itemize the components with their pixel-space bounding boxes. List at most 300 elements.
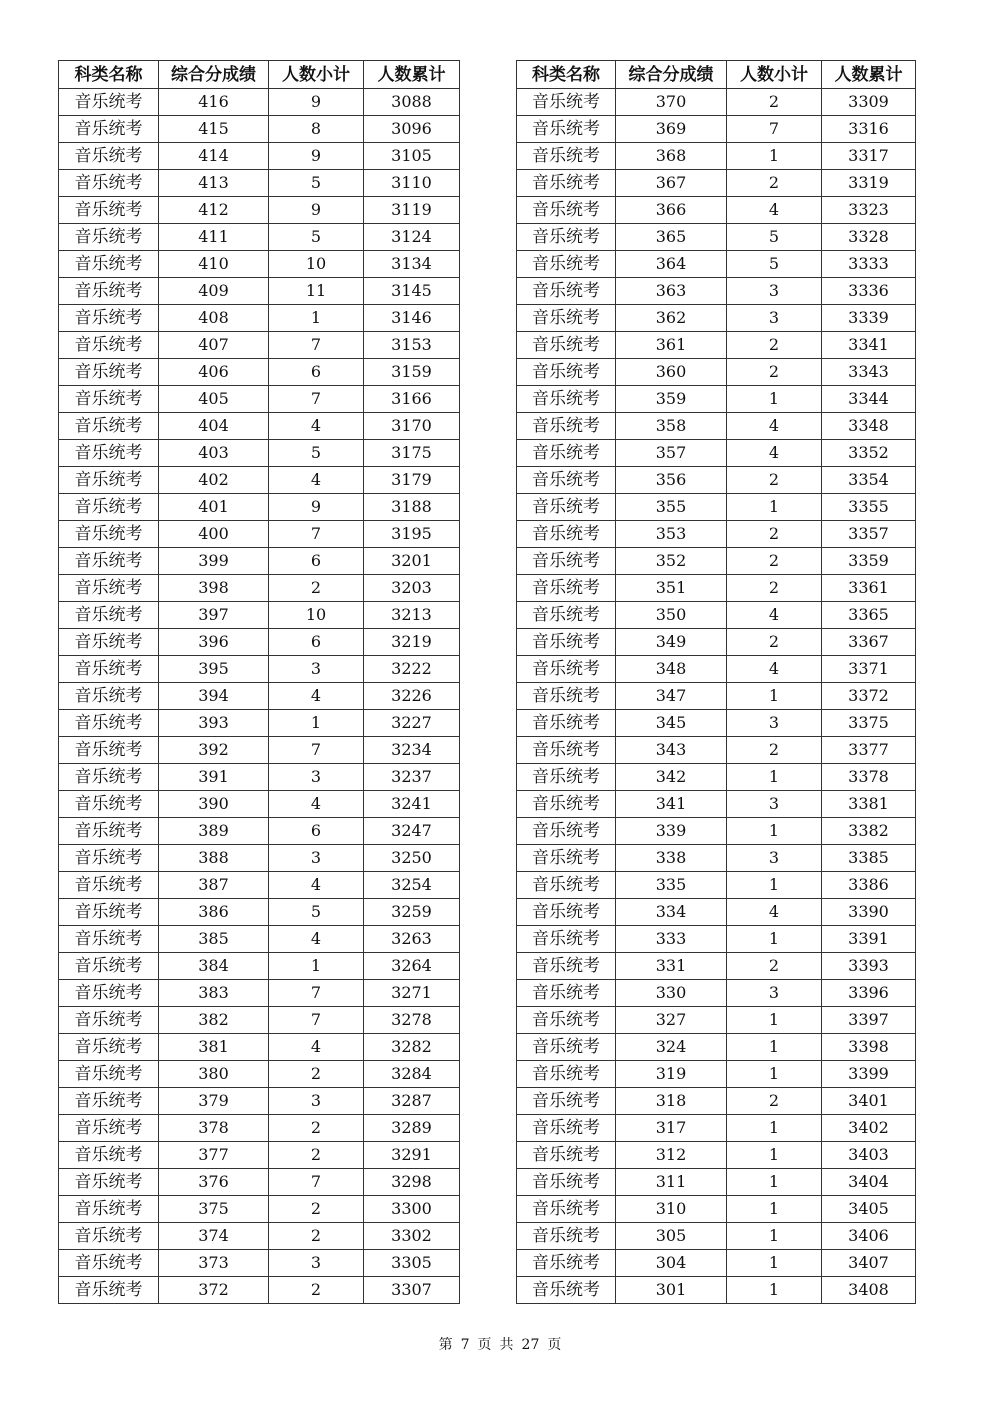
header-count: 人数小计 bbox=[727, 61, 822, 89]
header-count: 人数小计 bbox=[269, 61, 364, 89]
header-cumulative: 人数累计 bbox=[822, 61, 916, 89]
table-row bbox=[59, 1007, 460, 1034]
table-row bbox=[517, 359, 916, 386]
table-row bbox=[517, 305, 916, 332]
header-category: 科类名称 bbox=[59, 61, 159, 89]
cell-count: 4 bbox=[727, 440, 822, 467]
cell-count: 3 bbox=[269, 656, 364, 683]
cell-score: 318 bbox=[616, 1088, 727, 1115]
table-row bbox=[517, 899, 916, 926]
cell-score: 334 bbox=[616, 899, 727, 926]
cell-category: 音乐统考 bbox=[517, 197, 616, 224]
cell-score: 388 bbox=[159, 845, 269, 872]
cell-cumulative: 3377 bbox=[822, 737, 916, 764]
cell-category: 音乐统考 bbox=[517, 494, 616, 521]
cell-category: 音乐统考 bbox=[517, 1196, 616, 1223]
cell-score: 410 bbox=[159, 251, 269, 278]
cell-category: 音乐统考 bbox=[517, 1142, 616, 1169]
cell-cumulative: 3105 bbox=[364, 143, 460, 170]
cell-score: 353 bbox=[616, 521, 727, 548]
cell-category: 音乐统考 bbox=[59, 575, 159, 602]
cell-score: 376 bbox=[159, 1169, 269, 1196]
cell-score: 368 bbox=[616, 143, 727, 170]
cell-count: 9 bbox=[269, 89, 364, 116]
table-row bbox=[517, 764, 916, 791]
cell-score: 338 bbox=[616, 845, 727, 872]
cell-count: 5 bbox=[727, 251, 822, 278]
cell-count: 7 bbox=[269, 980, 364, 1007]
cell-cumulative: 3259 bbox=[364, 899, 460, 926]
cell-score: 327 bbox=[616, 1007, 727, 1034]
cell-cumulative: 3250 bbox=[364, 845, 460, 872]
cell-score: 400 bbox=[159, 521, 269, 548]
cell-score: 335 bbox=[616, 872, 727, 899]
table-row bbox=[517, 1277, 916, 1304]
cell-count: 4 bbox=[727, 899, 822, 926]
table-row bbox=[517, 1250, 916, 1277]
table-row bbox=[517, 440, 916, 467]
table-row bbox=[59, 1142, 460, 1169]
cell-category: 音乐统考 bbox=[59, 980, 159, 1007]
cell-count: 2 bbox=[727, 332, 822, 359]
cell-cumulative: 3333 bbox=[822, 251, 916, 278]
cell-category: 音乐统考 bbox=[59, 494, 159, 521]
cell-cumulative: 3201 bbox=[364, 548, 460, 575]
cell-category: 音乐统考 bbox=[517, 278, 616, 305]
table-row bbox=[59, 1223, 460, 1250]
cell-count: 9 bbox=[269, 143, 364, 170]
cell-count: 7 bbox=[269, 1007, 364, 1034]
table-row bbox=[517, 89, 916, 116]
cell-cumulative: 3203 bbox=[364, 575, 460, 602]
cell-score: 378 bbox=[159, 1115, 269, 1142]
cell-count: 4 bbox=[269, 467, 364, 494]
cell-score: 369 bbox=[616, 116, 727, 143]
cell-count: 2 bbox=[727, 521, 822, 548]
cell-score: 415 bbox=[159, 116, 269, 143]
cell-cumulative: 3289 bbox=[364, 1115, 460, 1142]
cell-cumulative: 3344 bbox=[822, 386, 916, 413]
cell-category: 音乐统考 bbox=[59, 710, 159, 737]
cell-cumulative: 3372 bbox=[822, 683, 916, 710]
table-row bbox=[517, 278, 916, 305]
cell-count: 8 bbox=[269, 116, 364, 143]
cell-count: 2 bbox=[269, 575, 364, 602]
cell-category: 音乐统考 bbox=[59, 1196, 159, 1223]
cell-cumulative: 3119 bbox=[364, 197, 460, 224]
cell-cumulative: 3382 bbox=[822, 818, 916, 845]
cell-score: 362 bbox=[616, 305, 727, 332]
cell-cumulative: 3309 bbox=[822, 89, 916, 116]
cell-category: 音乐统考 bbox=[517, 251, 616, 278]
cell-score: 352 bbox=[616, 548, 727, 575]
cell-category: 音乐统考 bbox=[59, 791, 159, 818]
cell-category: 音乐统考 bbox=[517, 1007, 616, 1034]
cell-count: 3 bbox=[727, 845, 822, 872]
cell-cumulative: 3179 bbox=[364, 467, 460, 494]
cell-cumulative: 3403 bbox=[822, 1142, 916, 1169]
cell-category: 音乐统考 bbox=[59, 683, 159, 710]
cell-count: 1 bbox=[727, 494, 822, 521]
cell-cumulative: 3408 bbox=[822, 1277, 916, 1304]
cell-count: 1 bbox=[269, 710, 364, 737]
cell-count: 5 bbox=[269, 899, 364, 926]
cell-cumulative: 3282 bbox=[364, 1034, 460, 1061]
table-row bbox=[59, 170, 460, 197]
cell-cumulative: 3291 bbox=[364, 1142, 460, 1169]
cell-category: 音乐统考 bbox=[517, 89, 616, 116]
cell-count: 1 bbox=[727, 872, 822, 899]
cell-cumulative: 3134 bbox=[364, 251, 460, 278]
cell-count: 7 bbox=[269, 737, 364, 764]
cell-score: 391 bbox=[159, 764, 269, 791]
cell-cumulative: 3175 bbox=[364, 440, 460, 467]
header-score: 综合分成绩 bbox=[616, 61, 727, 89]
footer-prefix: 第 bbox=[438, 1337, 453, 1353]
cell-count: 11 bbox=[269, 278, 364, 305]
table-row bbox=[517, 602, 916, 629]
cell-score: 331 bbox=[616, 953, 727, 980]
cell-category: 音乐统考 bbox=[59, 413, 159, 440]
cell-count: 3 bbox=[269, 1088, 364, 1115]
cell-score: 317 bbox=[616, 1115, 727, 1142]
cell-cumulative: 3352 bbox=[822, 440, 916, 467]
cell-score: 342 bbox=[616, 764, 727, 791]
cell-category: 音乐统考 bbox=[517, 1250, 616, 1277]
footer-total-prefix: 共 bbox=[499, 1337, 514, 1353]
cell-count: 1 bbox=[727, 764, 822, 791]
table-row bbox=[59, 251, 460, 278]
cell-cumulative: 3319 bbox=[822, 170, 916, 197]
cell-count: 7 bbox=[269, 1169, 364, 1196]
cell-score: 393 bbox=[159, 710, 269, 737]
cell-category: 音乐统考 bbox=[517, 413, 616, 440]
table-row bbox=[517, 413, 916, 440]
cell-score: 408 bbox=[159, 305, 269, 332]
table-row bbox=[517, 710, 916, 737]
table-row bbox=[517, 1034, 916, 1061]
table-row bbox=[59, 629, 460, 656]
table-row bbox=[59, 305, 460, 332]
table-row bbox=[59, 89, 460, 116]
table-row bbox=[59, 1169, 460, 1196]
cell-category: 音乐统考 bbox=[59, 548, 159, 575]
score-table-left bbox=[58, 60, 460, 1304]
cell-count: 1 bbox=[727, 926, 822, 953]
table-header-row bbox=[517, 61, 916, 89]
cell-category: 音乐统考 bbox=[517, 926, 616, 953]
cell-cumulative: 3375 bbox=[822, 710, 916, 737]
cell-score: 412 bbox=[159, 197, 269, 224]
table-row bbox=[59, 872, 460, 899]
cell-score: 384 bbox=[159, 953, 269, 980]
cell-score: 406 bbox=[159, 359, 269, 386]
cell-score: 381 bbox=[159, 1034, 269, 1061]
footer-page-suffix: 页 bbox=[477, 1337, 492, 1353]
cell-category: 音乐统考 bbox=[59, 629, 159, 656]
cell-score: 341 bbox=[616, 791, 727, 818]
table-row bbox=[59, 413, 460, 440]
cell-count: 2 bbox=[269, 1061, 364, 1088]
cell-cumulative: 3381 bbox=[822, 791, 916, 818]
cell-count: 4 bbox=[269, 1034, 364, 1061]
cell-score: 351 bbox=[616, 575, 727, 602]
cell-count: 1 bbox=[727, 1007, 822, 1034]
cell-count: 2 bbox=[727, 575, 822, 602]
cell-cumulative: 3305 bbox=[364, 1250, 460, 1277]
cell-score: 411 bbox=[159, 224, 269, 251]
cell-cumulative: 3328 bbox=[822, 224, 916, 251]
header-category: 科类名称 bbox=[517, 61, 616, 89]
table-row bbox=[517, 683, 916, 710]
cell-count: 5 bbox=[269, 224, 364, 251]
cell-category: 音乐统考 bbox=[59, 899, 159, 926]
cell-category: 音乐统考 bbox=[517, 332, 616, 359]
cell-count: 10 bbox=[269, 602, 364, 629]
table-row bbox=[517, 1115, 916, 1142]
cell-category: 音乐统考 bbox=[59, 602, 159, 629]
cell-score: 312 bbox=[616, 1142, 727, 1169]
cell-cumulative: 3341 bbox=[822, 332, 916, 359]
cell-score: 379 bbox=[159, 1088, 269, 1115]
cell-category: 音乐统考 bbox=[517, 1088, 616, 1115]
cell-cumulative: 3316 bbox=[822, 116, 916, 143]
cell-category: 音乐统考 bbox=[517, 629, 616, 656]
cell-score: 377 bbox=[159, 1142, 269, 1169]
cell-score: 397 bbox=[159, 602, 269, 629]
cell-category: 音乐统考 bbox=[59, 1115, 159, 1142]
cell-score: 413 bbox=[159, 170, 269, 197]
table-row bbox=[517, 170, 916, 197]
cell-score: 398 bbox=[159, 575, 269, 602]
cell-category: 音乐统考 bbox=[59, 1169, 159, 1196]
table-row bbox=[59, 548, 460, 575]
cell-cumulative: 3405 bbox=[822, 1196, 916, 1223]
cell-category: 音乐统考 bbox=[517, 953, 616, 980]
cell-score: 359 bbox=[616, 386, 727, 413]
cell-cumulative: 3234 bbox=[364, 737, 460, 764]
cell-score: 385 bbox=[159, 926, 269, 953]
table-row bbox=[517, 737, 916, 764]
table-row bbox=[59, 791, 460, 818]
cell-category: 音乐统考 bbox=[59, 386, 159, 413]
cell-score: 319 bbox=[616, 1061, 727, 1088]
cell-count: 2 bbox=[727, 953, 822, 980]
table-row bbox=[517, 224, 916, 251]
cell-count: 3 bbox=[727, 980, 822, 1007]
cell-cumulative: 3088 bbox=[364, 89, 460, 116]
table-row bbox=[59, 359, 460, 386]
table-row bbox=[517, 656, 916, 683]
table-row bbox=[59, 926, 460, 953]
cell-cumulative: 3254 bbox=[364, 872, 460, 899]
cell-cumulative: 3170 bbox=[364, 413, 460, 440]
cell-category: 音乐统考 bbox=[517, 872, 616, 899]
table-row bbox=[59, 386, 460, 413]
table-row bbox=[59, 1088, 460, 1115]
table-row bbox=[517, 143, 916, 170]
cell-score: 383 bbox=[159, 980, 269, 1007]
table-row bbox=[517, 521, 916, 548]
table-row bbox=[517, 1223, 916, 1250]
table-row bbox=[517, 197, 916, 224]
table-row bbox=[59, 494, 460, 521]
cell-category: 音乐统考 bbox=[517, 1169, 616, 1196]
cell-category: 音乐统考 bbox=[517, 359, 616, 386]
cell-category: 音乐统考 bbox=[517, 980, 616, 1007]
cell-cumulative: 3213 bbox=[364, 602, 460, 629]
cell-score: 356 bbox=[616, 467, 727, 494]
table-row bbox=[59, 332, 460, 359]
cell-cumulative: 3226 bbox=[364, 683, 460, 710]
cell-category: 音乐统考 bbox=[517, 1223, 616, 1250]
table-row bbox=[517, 953, 916, 980]
cell-category: 音乐统考 bbox=[59, 1088, 159, 1115]
cell-cumulative: 3247 bbox=[364, 818, 460, 845]
cell-count: 2 bbox=[269, 1115, 364, 1142]
cell-score: 374 bbox=[159, 1223, 269, 1250]
cell-cumulative: 3361 bbox=[822, 575, 916, 602]
cell-cumulative: 3385 bbox=[822, 845, 916, 872]
cell-count: 1 bbox=[727, 818, 822, 845]
cell-count: 6 bbox=[269, 629, 364, 656]
cell-score: 350 bbox=[616, 602, 727, 629]
cell-count: 9 bbox=[269, 494, 364, 521]
cell-score: 365 bbox=[616, 224, 727, 251]
table-row bbox=[59, 575, 460, 602]
cell-count: 3 bbox=[269, 845, 364, 872]
cell-count: 3 bbox=[727, 791, 822, 818]
cell-score: 401 bbox=[159, 494, 269, 521]
cell-category: 音乐统考 bbox=[517, 1034, 616, 1061]
cell-category: 音乐统考 bbox=[59, 278, 159, 305]
cell-category: 音乐统考 bbox=[59, 764, 159, 791]
cell-cumulative: 3263 bbox=[364, 926, 460, 953]
table-header-row bbox=[59, 61, 460, 89]
cell-count: 3 bbox=[727, 710, 822, 737]
cell-count: 1 bbox=[727, 1061, 822, 1088]
cell-score: 409 bbox=[159, 278, 269, 305]
table-row bbox=[517, 575, 916, 602]
cell-cumulative: 3145 bbox=[364, 278, 460, 305]
cell-score: 361 bbox=[616, 332, 727, 359]
cell-category: 音乐统考 bbox=[517, 656, 616, 683]
cell-category: 音乐统考 bbox=[517, 1277, 616, 1304]
cell-cumulative: 3393 bbox=[822, 953, 916, 980]
table-row bbox=[517, 791, 916, 818]
table-row bbox=[517, 116, 916, 143]
cell-count: 5 bbox=[269, 440, 364, 467]
cell-cumulative: 3391 bbox=[822, 926, 916, 953]
cell-cumulative: 3406 bbox=[822, 1223, 916, 1250]
table-row bbox=[59, 143, 460, 170]
cell-cumulative: 3124 bbox=[364, 224, 460, 251]
cell-category: 音乐统考 bbox=[59, 656, 159, 683]
cell-cumulative: 3407 bbox=[822, 1250, 916, 1277]
table-row bbox=[59, 1061, 460, 1088]
cell-category: 音乐统考 bbox=[59, 1007, 159, 1034]
cell-score: 363 bbox=[616, 278, 727, 305]
cell-cumulative: 3398 bbox=[822, 1034, 916, 1061]
cell-count: 6 bbox=[269, 548, 364, 575]
cell-cumulative: 3188 bbox=[364, 494, 460, 521]
cell-cumulative: 3146 bbox=[364, 305, 460, 332]
table-row bbox=[59, 1250, 460, 1277]
cell-category: 音乐统考 bbox=[517, 467, 616, 494]
cell-score: 402 bbox=[159, 467, 269, 494]
table-row bbox=[517, 251, 916, 278]
table-row bbox=[59, 224, 460, 251]
cell-score: 311 bbox=[616, 1169, 727, 1196]
cell-cumulative: 3390 bbox=[822, 899, 916, 926]
table-row bbox=[517, 980, 916, 1007]
cell-category: 音乐统考 bbox=[517, 845, 616, 872]
cell-score: 389 bbox=[159, 818, 269, 845]
table-row bbox=[59, 683, 460, 710]
cell-cumulative: 3302 bbox=[364, 1223, 460, 1250]
cell-count: 3 bbox=[269, 1250, 364, 1277]
cell-count: 1 bbox=[727, 1142, 822, 1169]
cell-category: 音乐统考 bbox=[517, 440, 616, 467]
table-row bbox=[517, 872, 916, 899]
cell-category: 音乐统考 bbox=[517, 305, 616, 332]
cell-category: 音乐统考 bbox=[59, 89, 159, 116]
cell-category: 音乐统考 bbox=[59, 1142, 159, 1169]
cell-cumulative: 3096 bbox=[364, 116, 460, 143]
cell-cumulative: 3110 bbox=[364, 170, 460, 197]
table-row bbox=[59, 1196, 460, 1223]
table-row bbox=[517, 548, 916, 575]
cell-category: 音乐统考 bbox=[517, 386, 616, 413]
table-row bbox=[59, 845, 460, 872]
cell-cumulative: 3271 bbox=[364, 980, 460, 1007]
table-row bbox=[59, 197, 460, 224]
cell-cumulative: 3317 bbox=[822, 143, 916, 170]
cell-count: 1 bbox=[727, 1034, 822, 1061]
cell-cumulative: 3355 bbox=[822, 494, 916, 521]
cell-cumulative: 3396 bbox=[822, 980, 916, 1007]
cell-cumulative: 3339 bbox=[822, 305, 916, 332]
table-row bbox=[59, 521, 460, 548]
cell-cumulative: 3357 bbox=[822, 521, 916, 548]
cell-category: 音乐统考 bbox=[59, 1277, 159, 1304]
cell-category: 音乐统考 bbox=[59, 521, 159, 548]
cell-category: 音乐统考 bbox=[517, 899, 616, 926]
cell-category: 音乐统考 bbox=[59, 359, 159, 386]
cell-cumulative: 3237 bbox=[364, 764, 460, 791]
cell-count: 2 bbox=[727, 629, 822, 656]
table-row bbox=[517, 494, 916, 521]
cell-count: 3 bbox=[727, 278, 822, 305]
cell-category: 音乐统考 bbox=[59, 1250, 159, 1277]
cell-count: 1 bbox=[727, 1277, 822, 1304]
cell-score: 360 bbox=[616, 359, 727, 386]
table-row bbox=[517, 386, 916, 413]
cell-score: 395 bbox=[159, 656, 269, 683]
cell-count: 3 bbox=[727, 305, 822, 332]
cell-cumulative: 3222 bbox=[364, 656, 460, 683]
cell-category: 音乐统考 bbox=[59, 1061, 159, 1088]
table-row bbox=[517, 818, 916, 845]
cell-count: 4 bbox=[727, 656, 822, 683]
table-row bbox=[59, 116, 460, 143]
cell-score: 373 bbox=[159, 1250, 269, 1277]
cell-category: 音乐统考 bbox=[517, 170, 616, 197]
cell-score: 394 bbox=[159, 683, 269, 710]
cell-score: 407 bbox=[159, 332, 269, 359]
table-row bbox=[59, 764, 460, 791]
cell-category: 音乐统考 bbox=[517, 764, 616, 791]
